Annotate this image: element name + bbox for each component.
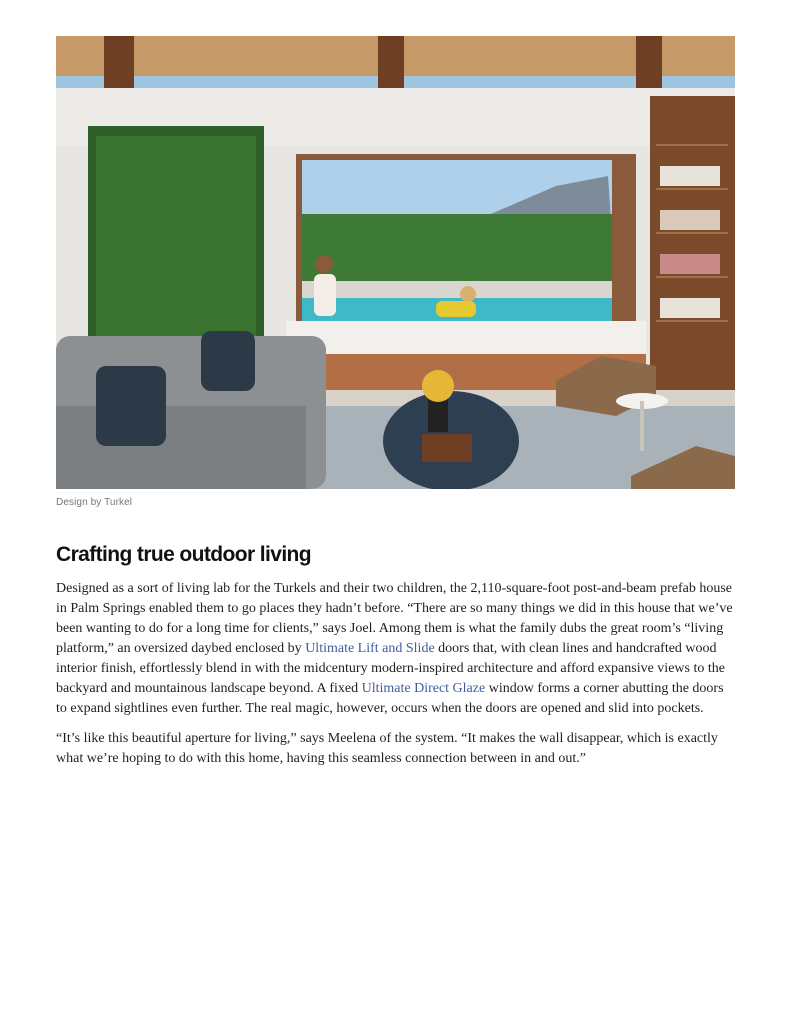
ceiling-beam: [378, 36, 404, 88]
ceiling-beam: [636, 36, 662, 88]
books-on-table: [422, 434, 472, 462]
books: [660, 166, 720, 186]
paragraph: “It’s like this beautiful aperture for living,” says Meelena of the system. “It makes the wall disappear, which is exactly what we’re hoping to do with this home, having this seamless connection between in and out.”: [56, 731, 718, 766]
sofa-seat: [56, 406, 306, 489]
books: [660, 210, 720, 230]
shelf: [656, 232, 728, 234]
paragraph-text: window forms a corner abutting the doors to expand sightlines even further. The real magic, however, occurs when the doors are opened and slid into pockets.: [56, 681, 724, 716]
section-heading: Crafting true outdoor living: [56, 543, 312, 566]
living-wall-foliage: [96, 136, 256, 336]
hedge: [302, 214, 612, 284]
ultimate-direct-glaze-link[interactable]: Ultimate Direct Glaze: [361, 681, 486, 696]
tulips: [422, 370, 454, 402]
shelf: [656, 144, 728, 146]
child-figure: [460, 286, 476, 302]
daybed-cushion: [286, 321, 646, 355]
vase: [428, 398, 448, 432]
shelf: [656, 188, 728, 190]
article-body: [56, 579, 736, 779]
paragraph-text: doors that, with clean lines and handcrafted wood interior finish, effortlessly blend in with the midcentury modern-inspired architecture and afford expansive views to the backyard and mountainous landscape beyond. A fixed: [56, 641, 725, 696]
paragraph-text: Designed as a sort of living lab for the Turkels and their two children, the 2,110-square-foot post-and-beam prefab house in Palm Springs enabled them to go places they hadn’t before. “There are so many things we did in this house that we’ve been wanting to do for a long time for clients,” says Joel. Among them is what the family dubs the great room’s “living platform,” an oversized daybed enclosed by: [56, 581, 733, 656]
ultimate-lift-and-slide-link[interactable]: Ultimate Lift and Slide: [305, 641, 435, 656]
shelf: [656, 320, 728, 322]
ceiling-beam: [104, 36, 134, 88]
child-figure: [315, 255, 333, 273]
books: [660, 298, 720, 318]
side-table-leg: [640, 401, 644, 451]
shelf: [656, 276, 728, 278]
living-room-illustration: [56, 36, 735, 489]
interior-photo: [56, 36, 735, 489]
books: [660, 254, 720, 274]
pillow: [96, 366, 166, 446]
child-figure: [436, 301, 476, 317]
pillow: [201, 331, 255, 391]
image-caption: Design by Turkel: [56, 497, 133, 508]
paragraph: [56, 579, 736, 719]
child-figure: [314, 274, 336, 316]
